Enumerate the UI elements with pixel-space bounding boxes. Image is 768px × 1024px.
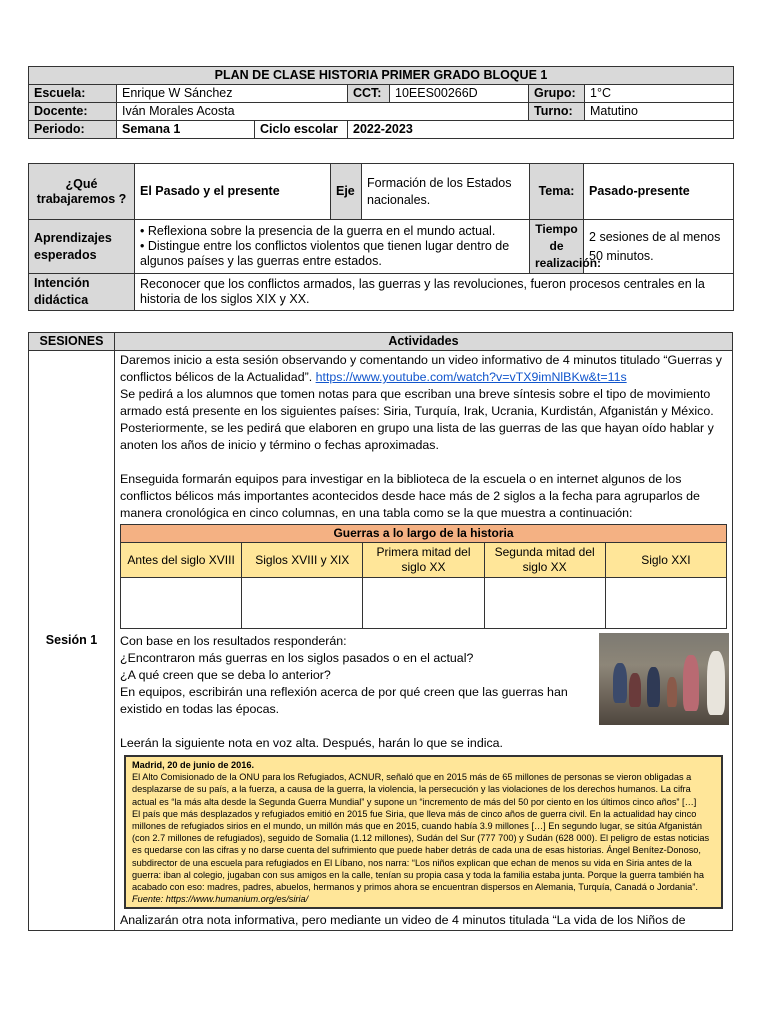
plan-table [28,163,734,311]
cct-label: CCT: [348,85,390,103]
paragraph-equipos: Enseguida formarán equipos para investigar en la biblioteca de la escuela o en internet algunos de los conflictos bélicos más importantes acontecidos desde hace más de 2 siglos a la fecha para agruparlos de manera cronológica en cinco columnas, en una tabla como se la que muestra a continuación: [120,472,700,520]
note-paragraph-2: El país que más desplazados y refugiados emitió en 2015 fue Siria, que lleva más de cinco años de guerra civil. En la actualidad hay cinco millones de refugiados sirios en el mundo, un millón más que en 2015, cuando había 3.9 millones […] En segundo lugar, se sitúa Afganistán (con 2.7 millones de refugiados), seguido de Somalia (1.12 millones), Sudán del Sur (777 700) y Sudán (628 000). El peligro de estas noticias es quedarse con las cifras y no darse cuenta del sufrimiento que puede haber detrás de cada una de esas historias. Ángel Benítez-Donoso, subdirector de una escuela para refugiados en El Líbano, nos narra: “Los niños explican que echan de menos su vida en Siria antes de la guerra: iban al colegio, jugaban con sus amigos en la calle, tenían su propia casa y toda la familia estaba junta. Porque la guerra también ha acabado con eso: madres, padres, abuelos, hermanos y primos ahora se encuentran dispersos en Alemania, Turquía, Canadá o Jordania”. [132,808,710,893]
escuela-label: Escuela: [29,85,117,103]
periodo-value: Semana 1 [117,121,255,139]
guerras-table [120,524,727,629]
que-label: ¿Qué trabajaremos ? [29,164,135,220]
guerras-cell [121,578,242,629]
docente-value: Iván Morales Acosta [117,103,529,121]
tema-value: Pasado-presente [584,164,734,220]
questions-intro: Con base en los resultados responderán: [120,634,347,648]
tiempo-label: Tiempo de realización: [530,220,584,274]
blank-line [120,454,727,471]
question-2: ¿A qué creen que se deba lo anterior? [120,668,331,682]
paragraph-last: Analizarán otra nota informativa, pero mediante un video de 4 minutos titulada “La vida de los Niños de [120,913,686,928]
grupo-label: Grupo: [529,85,585,103]
turno-value: Matutino [585,103,734,121]
grupo-value: 1°C [585,85,734,103]
guerras-cell [242,578,363,629]
refugee-children-photo [599,633,729,725]
guerras-col-4: Segunda mitad del siglo XX [484,543,605,578]
periodo-label: Periodo: [29,121,117,139]
sesiones-header: SESIONES [29,333,115,351]
guerras-col-2: Siglos XVIII y XIX [242,543,363,578]
ciclo-value: 2022-2023 [348,121,734,139]
intencion-label: Intención didáctica [29,274,135,311]
sesion-1-actividades [115,351,733,931]
note-paragraph-1: El Alto Comisionado de la ONU para los Refugiados, ACNUR, señaló que en 2015 más de 65 millones de personas se vieron obligadas a desplazarse de su país, a la fuerza, a causa de la guerra, la violencia, la persecución y las violaciones de los derechos humanos. La cifra actual es “la más alta desde la Segunda Guerra Mundial” y supone un “incremento de más del 50 por ciento en los últimos cinco años” […] [132,772,697,807]
tiempo-value: 2 sesiones de al menos 50 minutos. [584,220,734,274]
note-source: Fuente: https://www.humanium.org/es/siria/ [132,894,309,905]
guerras-col-5: Siglo XXI [605,543,726,578]
question-1: ¿Encontraron más guerras en los siglos pasados o en el actual? [120,651,474,665]
cct-value: 10EES00266D [390,85,529,103]
ciclo-label: Ciclo escolar [255,121,348,139]
intro-text: Daremos inicio a esta sesión observando y comentando un video informativo de 4 minutos titulado “Guerras y conflictos bélicos de la Actualidad”. [120,353,722,384]
intencion-value: Reconocer que los conflictos armados, las guerras y las revoluciones, fueron procesos centrales en la historia de los siglos XIX y XX. [135,274,734,311]
eje-label: Eje [331,164,362,220]
que-value: El Pasado y el presente [135,164,331,220]
eje-value: Formación de los Estados nacionales. [362,164,530,220]
guerras-col-1: Antes del siglo XVIII [121,543,242,578]
aprendizaje-1: • Reflexiona sobre la presencia de la guerra en el mundo actual. [140,224,496,238]
guerras-cell [484,578,605,629]
aprendizajes-label: Aprendizajes esperados [29,220,135,274]
video-link[interactable]: https://www.youtube.com/watch?v=vTX9imNlBKw&t=11s [315,370,627,384]
sesion-1-label: Sesión 1 [29,351,115,931]
guerras-title: Guerras a lo largo de la historia [121,525,727,543]
paragraph-intro [120,352,727,386]
guerras-cell [605,578,726,629]
note-date: Madrid, 20 de junio de 2016. [132,760,255,770]
turno-label: Turno: [529,103,585,121]
actividades-header: Actividades [115,333,733,351]
plan-title: PLAN DE CLASE HISTORIA PRIMER GRADO BLOQUE 1 [29,67,734,85]
guerras-cell [363,578,484,629]
guerras-col-3: Primera mitad del siglo XX [363,543,484,578]
docente-label: Docente: [29,103,117,121]
news-note [124,755,723,909]
escuela-value: Enrique W Sánchez [117,85,348,103]
paragraph-leeran: Leerán la siguiente nota en voz alta. Después, harán lo que se indica. [120,736,503,750]
question-3: En equipos, escribirán una reflexión acerca de por qué creen que las guerras han existido en todas las épocas. [120,685,568,716]
aprendizajes-value [135,220,530,274]
header-table [28,66,734,139]
paragraph-notas: Se pedirá a los alumnos que tomen notas para que escriban una breve síntesis sobre el tipo de movimiento armado está presente en los siguientes países: Siria, Turquía, Irak, Ucrania, Kurdistán, Afganistán y México. Posteriormente, se les pedirá que elaboren en grupo una lista de las guerras de las que hayan oído hablar y anoten los años de inicio y término o fechas aproximadas. [120,387,714,452]
tema-label: Tema: [530,164,584,220]
sesiones-table [28,332,733,931]
aprendizaje-2: • Distingue entre los conflictos violentos que tienen lugar dentro de algunos países y las guerras entre estados. [140,239,510,268]
